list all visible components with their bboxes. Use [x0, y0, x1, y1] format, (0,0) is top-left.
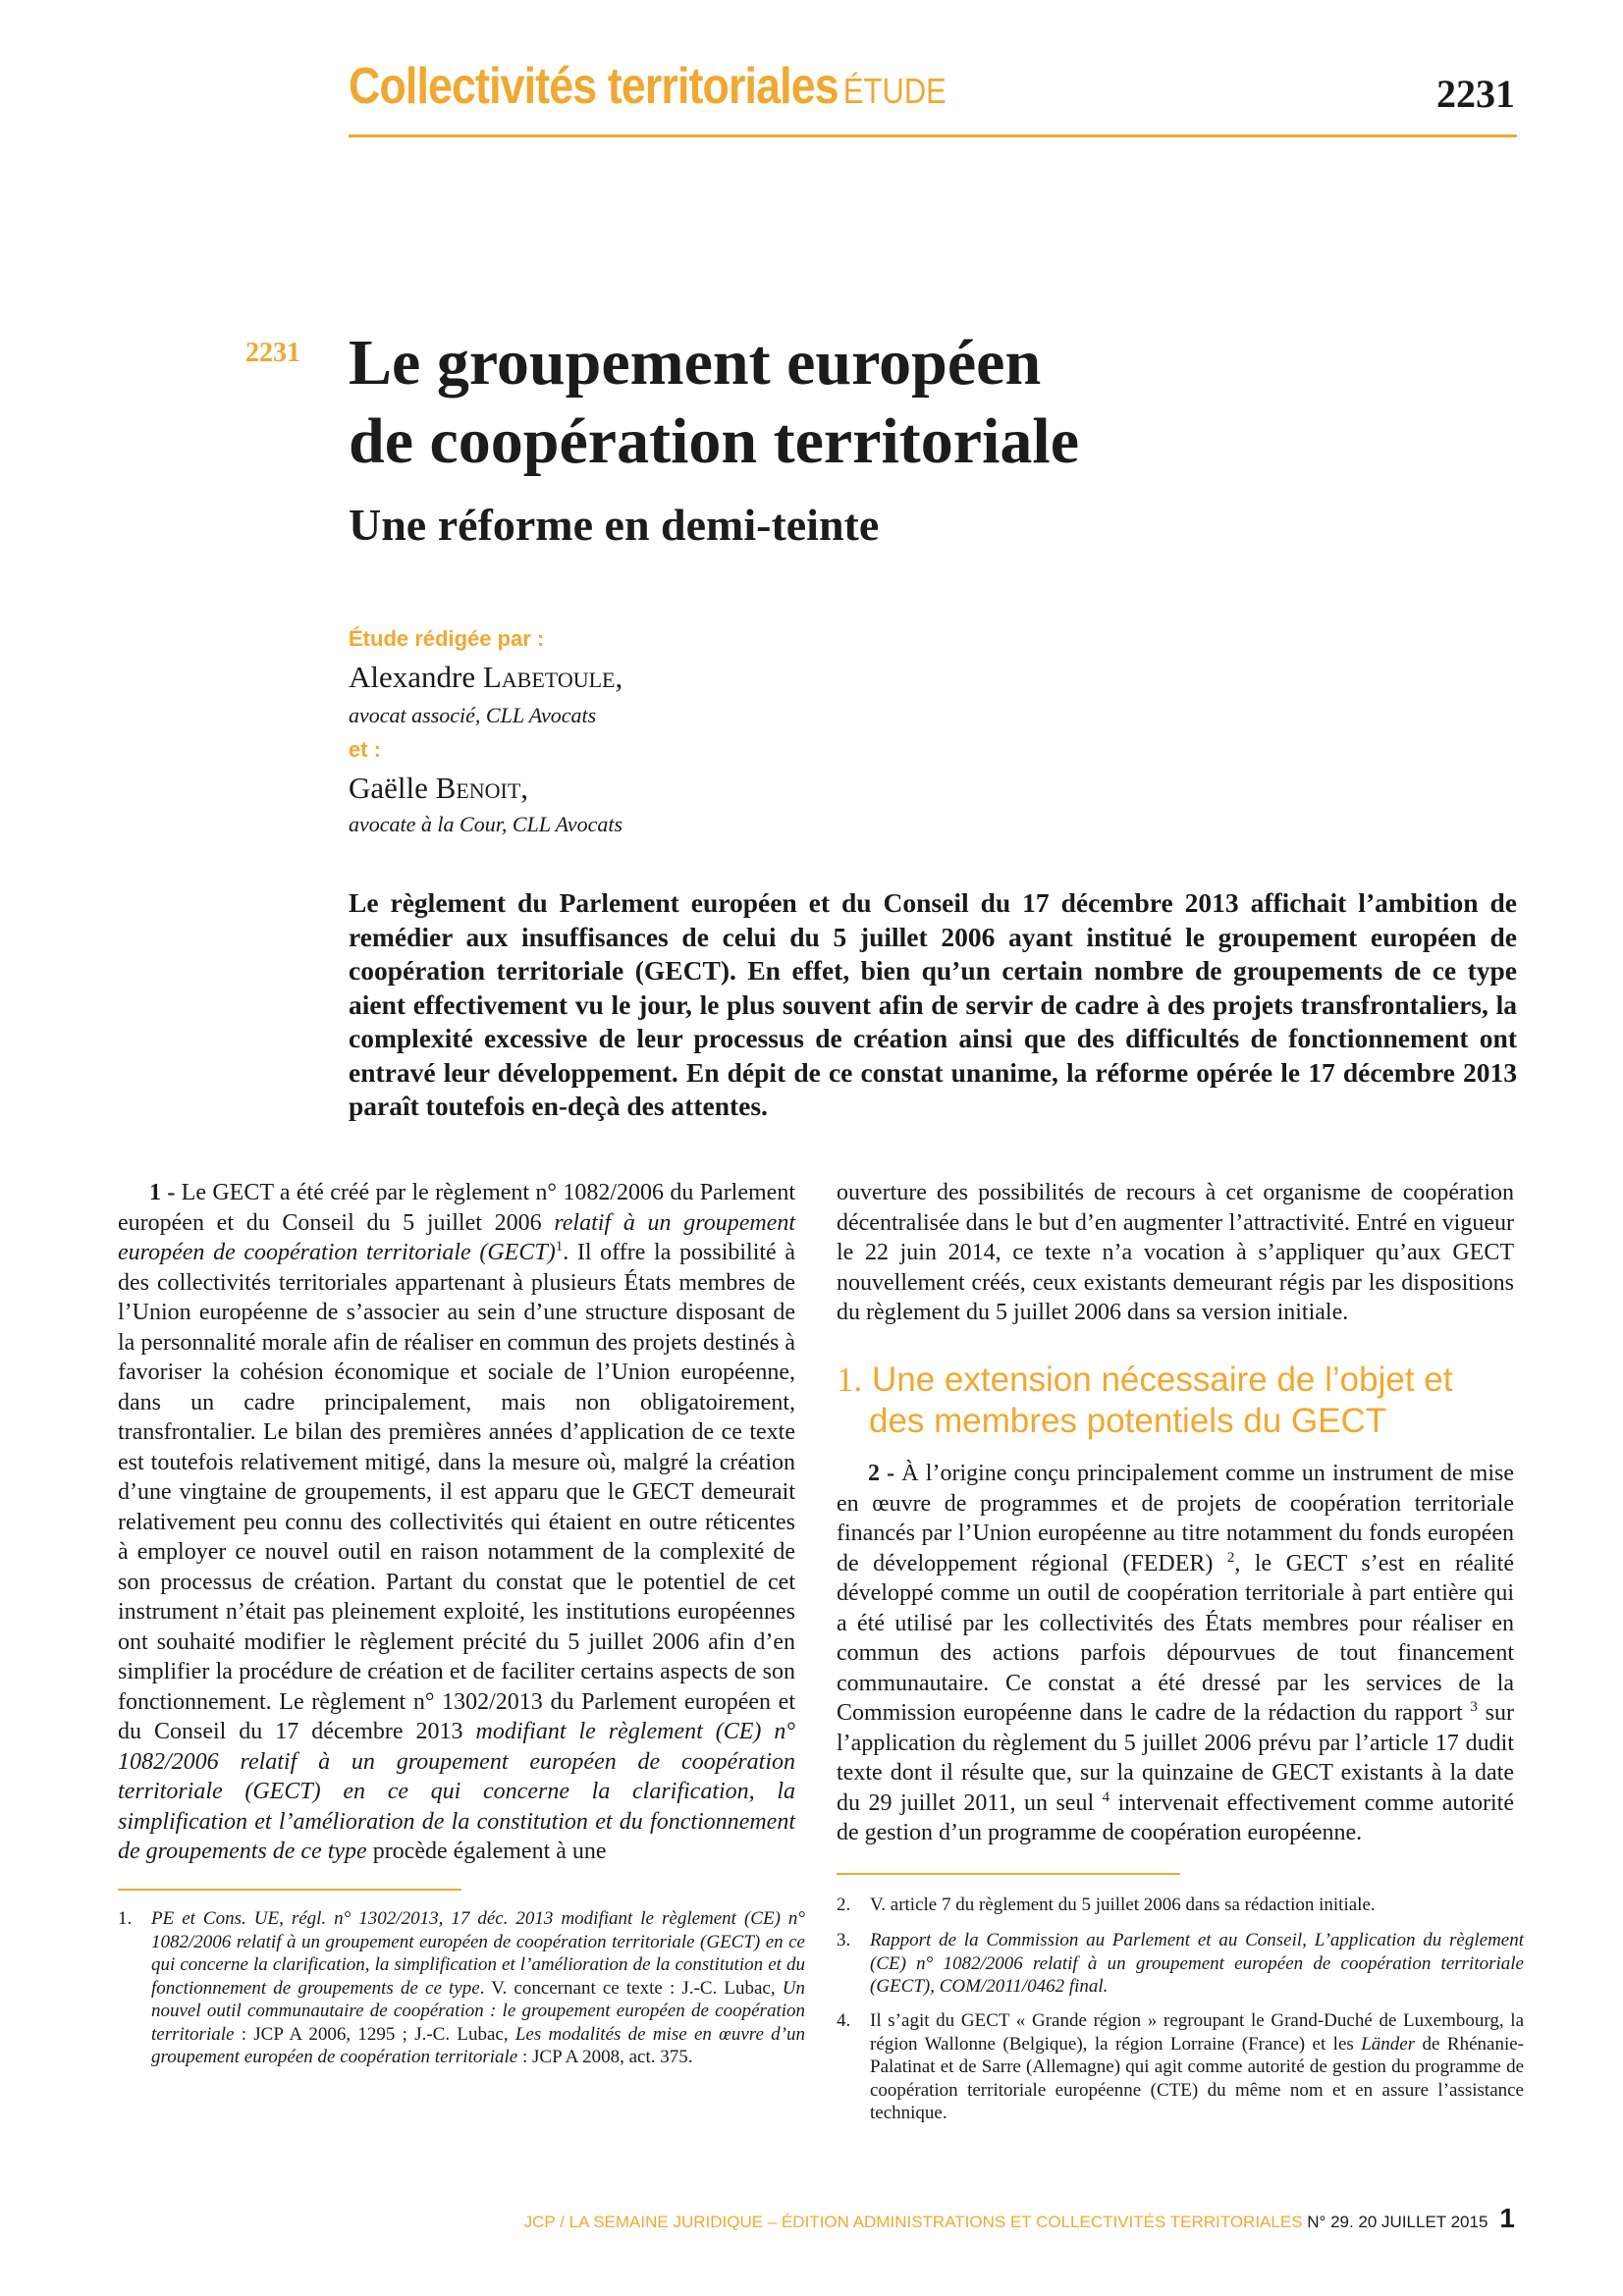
header-divider [349, 134, 1517, 137]
footnote-1: 1. PE et Cons. UE, régl. n° 1302/2013, 17 déc. 2013 modifiant le règlement (CE) n° 1082/2006 relatif à un groupement européen de coopération territoriale (GECT) en ce qui concerne la clarification, la simplification et l’amélioration de la constitution et du fonctionnement de groupements de ce type. V. concernant ce texte : J.-C. Lubac, Un nouvel outil communautaire de coopération : le groupement européen de coopération territoriale : JCP A 2006, 1295 ; J.-C. Lubac, Les modalités de mise en œuvre d’un groupement européen de coopération territoriale : JCP A 2008, act. 375. [118, 1908, 805, 2067]
rubric-title: Collectivités territoriales [349, 58, 839, 115]
paragraph-1: 1 - Le GECT a été créé par le règlement n° 1082/2006 du Parlement européen et du Conseil du 5 juillet 2006 relatif à un groupement européen de coopération territoriale (GECT)$^1$. Il offre la possibilité à des collectivités territoriales appartenant à plusieurs États membres de l’Union européenne de s’associer au sein d’une structure disposant de la personnalité morale afin de réaliser en commun des projets destinés à favoriser la cohésion économique et sociale de l’Union européenne, dans un cadre principalement, mais non obligatoirement, transfrontalier. Le bilan des premières années d’application de ce texte est toutefois relativement mitigé, dans la mesure où, malgré la création d’une vingtaine de groupements, il est apparu que le GECT demeurait relativement peu connu des collectivités qui étaient en outre réticentes à employer ce nouvel outil en raison notamment de la complexité de son processus de création. Partant du constat que le potentiel de cet instrument n’était pas pleinement exploité, les institutions européennes ont souhaité modifier le règlement précité du 5 juillet 2006 afin d’en simplifier la procédure de création et de faciliter certains aspects de son fonctionnement. Le règlement n° 1302/2013 du Parlement européen et du Conseil du 17 décembre 2013 modifiant le règlement (CE) n° 1082/2006 relatif à un groupement européen de coopération territoriale (GECT) en ce qui concerne la clarification, la simplification et l’amélioration de la constitution et du fonctionnement de groupements de ce type procède également à une [118, 1180, 795, 1864]
page-footer [524, 2203, 1515, 2234]
footnote-2-number: 2. [837, 1895, 851, 1915]
author-2-first: Gaëlle [349, 771, 428, 805]
credit-label: Étude rédigée par : [349, 626, 545, 651]
rubric-subtitle: ÉTUDE [842, 71, 947, 111]
title-line-1: Le groupement européen [349, 327, 1042, 399]
footnote-3: 3. Rapport de la Commission au Parlement et au Conseil, L’application du règlement (CE) n° 1082/2006 relatif à un groupement européen de coopération territoriale (GECT), COM/2011/0462 final. [837, 1930, 1524, 1997]
paragraph-1-number: 1 - [149, 1180, 176, 1205]
paragraph-1-continued: ouverture des possibilités de recours à cet organisme de coopération décentralisée dans le but d’en augmenter l’attractivité. Entré en vigueur le 22 juin 2014, ce texte n’a vocation à s’appliquer qu’aux GECT nouvellement créés, ceux existants demeurant régis par les dispositions du règlement du 5 juillet 2006 dans sa version initiale. [837, 1180, 1514, 1325]
footnote-ref-3[interactable]: 3 [1470, 1699, 1478, 1715]
footnote-ref-4[interactable]: 4 [1102, 1789, 1110, 1805]
footer-publication: JCP / LA SEMAINE JURIDIQUE – ÉDITION ADMINISTRATIONS ET COLLECTIVITÉS TERRITORIALES [523, 2213, 1303, 2231]
footnote-divider-right [837, 1873, 1180, 1875]
footnote-4: 4. Il s’agit du GECT « Grande région » regroupant le Grand-Duché de Luxembourg, la région Wallonne (Belgique), la région Lorraine (France) et les Länder de Rhénanie-Palatinat et de Sarre (Allemagne) qui agit comme autorité de gestion du programme de coopération territoriale européenne (CTE) du même nom et en assure l’assistance technique. [837, 2010, 1524, 2123]
footnote-2: 2. V. article 7 du règlement du 5 juillet 2006 dans sa rédaction initiale. [837, 1895, 1376, 1915]
footer-page-number: 1 [1499, 2203, 1515, 2233]
article-number: 2231 [245, 338, 300, 368]
footnote-3-number: 3. [837, 1930, 851, 1950]
author-2 [349, 771, 528, 806]
section-title-line-1: Une extension nécessaire de l’objet et [871, 1361, 1453, 1399]
author-1-last: Labetoule, [482, 660, 623, 694]
paragraph-2: 2 - À l’origine conçu principalement comme un instrument de mise en œuvre de programmes et de projets de coopération territoriale financés par l’Union européenne au titre notamment du fonds européen de développement régional (FEDER) $^2$, le GECT s’est en réalité développé comme un outil de coopération territoriale à part entière qui a été utilisé par les collectivités des États membres pour réaliser en commun des actions parfois dépourvues de tout financement communautaire. Ce constat a été dressé par les services de la Commission européenne dans le cadre de la rédaction du rapport $^3$ sur l’application du règlement du 5 juillet 2006 prévu par l’article 17 dudit texte dont il résulte que, sur la quinzaine de GECT existants à la date du 29 juillet 2011, un seul $^4$ intervenait effectivement comme autorité de gestion d’un programme de coopération européenne. [837, 1461, 1515, 1845]
article-title [349, 324, 1079, 481]
title-line-2: de coopération territoriale [349, 405, 1080, 477]
section-title-line-2: des membres potentiels du GECT [869, 1402, 1387, 1440]
footnote-4-number: 4. [837, 2010, 851, 2031]
author-2-affiliation: avocate à la Cour, CLL Avocats [349, 812, 623, 836]
footnote-ref-1[interactable]: 1 [555, 1239, 564, 1255]
section-heading-1 [837, 1360, 1524, 1442]
header-page-number: 2231 [1436, 72, 1515, 116]
paragraph-2-number: 2 - [868, 1461, 895, 1486]
footer-issue: N° 29. 20 JUILLET 2015 [1307, 2213, 1488, 2231]
article-subtitle: Une réforme en demi-teinte [349, 500, 880, 550]
footnote-1-number: 1. [118, 1908, 133, 1929]
section-number: 1. [837, 1361, 863, 1399]
footnote-ref-2[interactable]: 2 [1226, 1549, 1235, 1566]
abstract: Le règlement du Parlement européen et du Conseil du 17 décembre 2013 affichait l’ambition de remédier aux insuffisances de celui du 5 juillet 2006 ayant institué le groupement européen de coopération territoriale (GECT). En effet, bien qu’un certain nombre de groupements de ce type aient effectivement vu le jour, le plus souvent afin de servir de cadre à des projets transfrontaliers, la complexité excessive de leur processus de création ainsi que des difficultés de fonctionnement ont entravé leur développement. En dépit de ce constat unanime, la réforme opérée le 17 décembre 2013 paraît toutefois en-deçà des attentes. [349, 887, 1517, 1121]
credit-connector: et : [349, 737, 381, 762]
author-1-affiliation: avocat associé, CLL Avocats [349, 703, 597, 727]
author-2-last: Benoit, [435, 771, 529, 805]
author-1-first: Alexandre [349, 660, 476, 694]
rubric-header [349, 57, 947, 116]
author-1 [349, 660, 622, 695]
footnote-divider-left [118, 1889, 461, 1891]
